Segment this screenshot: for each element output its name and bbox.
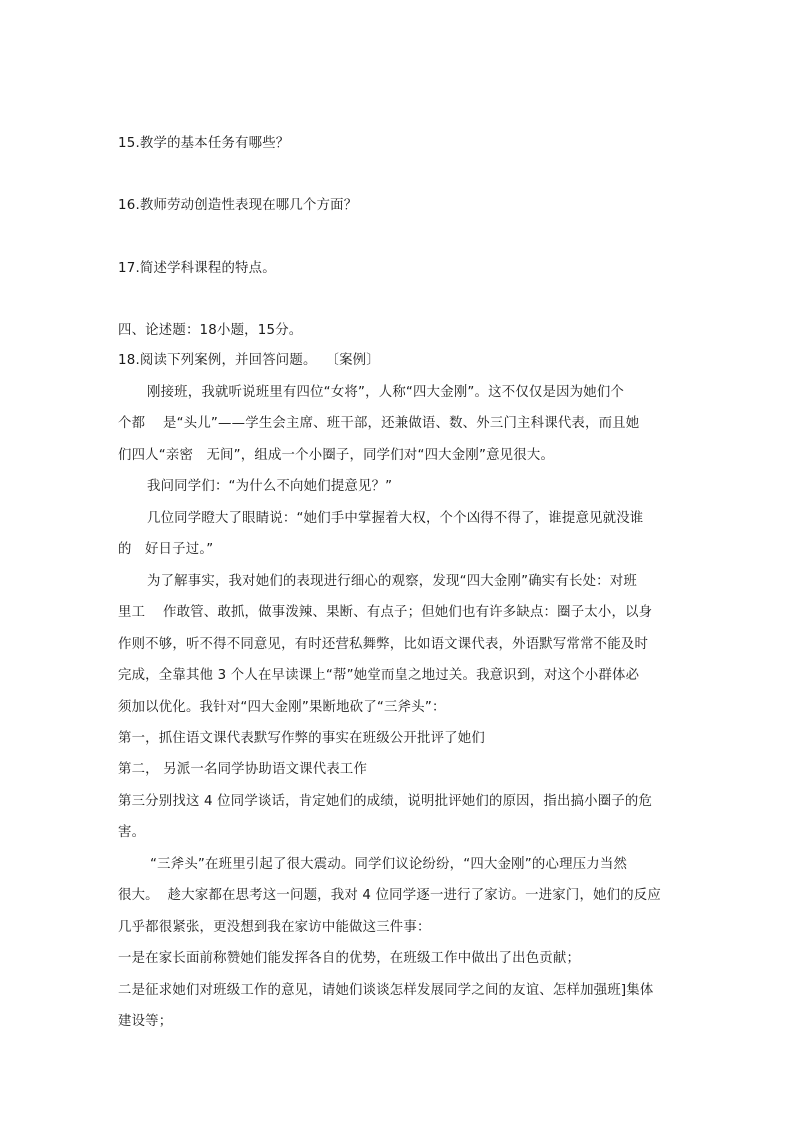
case-paragraph-line: 的 好日子过。” bbox=[118, 542, 214, 557]
case-list-item: 一是在家长面前称赞她们能发挥各自的优势，在班级工作中做出了出色贡献； bbox=[118, 951, 581, 966]
case-paragraph-line: 里工 作敢管、敢抓，做事泼辣、果断、有点子；但她们也有许多缺点：圈子太小，以身 bbox=[118, 605, 653, 620]
case-list-item: 第一，抓住语文课代表默写作弊的事实在班级公开批评了她们 bbox=[118, 731, 485, 746]
case-paragraph-line: “三斧头”在班里引起了很大震动。同学们议论纷纷，“四大金刚”的心理压力当然 bbox=[150, 857, 628, 872]
case-paragraph-line: 作则不够，听不得不同意见，有时还营私舞弊，比如语文课代表，外语默写常常不能及时 bbox=[118, 637, 649, 652]
section-heading: 四、论述题：18小题，15分。 bbox=[118, 323, 303, 338]
case-paragraph-line: 很大。 趁大家都在思考这一问题，我对 4 位同学逐一进行了家访。一进家门，她们的反应 bbox=[118, 888, 661, 903]
case-paragraph-line: 们四人“亲密 无间”，组成一个小圈子，同学们对“四大金刚”意见很大。 bbox=[118, 448, 555, 463]
case-list-item: 二是征求她们对班级工作的意见，请她们谈谈怎样发展同学之间的友谊、怎样加强班]集体 bbox=[118, 983, 654, 998]
case-list-item: 第三分别找这 4 位同学谈话，肯定她们的成绩，说明批评她们的原因，指出搞小圈子的危 bbox=[118, 794, 653, 809]
case-paragraph-line: 我问同学们：“为什么不向她们提意见？” bbox=[147, 479, 393, 494]
case-list-item: 第二， 另派一名同学协助语文课代表工作 bbox=[118, 762, 368, 777]
case-paragraph-line: 个都 是“头儿”——学生会主席、班干部，还兼做语、数、外三门主科课代表，而且她 bbox=[118, 416, 640, 431]
question-16: 16.教师劳动创造性表现在哪几个方面？ bbox=[118, 198, 358, 213]
case-paragraph-line: 须加以优化。我针对“四大金刚”果断地砍了“三斧头”： bbox=[118, 700, 446, 715]
question-17: 17.简述学科课程的特点。 bbox=[118, 261, 276, 276]
case-paragraph-line: 完成，全靠其他 3 个人在早读课上“帮”她堂而皇之地过关。我意识到，对这个小群体必 bbox=[118, 668, 640, 683]
case-paragraph-line: 刚接班，我就听说班里有四位“女将”，人称“四大金刚”。这不仅仅是因为她们个 bbox=[147, 385, 625, 400]
case-list-item: 建设等； bbox=[118, 1014, 173, 1029]
case-paragraph-line: 为了解事实，我对她们的表现进行细心的观察，发现“四大金刚”确实有长处：对班 bbox=[147, 574, 637, 589]
case-list-item: 害。 bbox=[118, 825, 146, 840]
case-paragraph-line: 几位同学瞪大了眼睛说：“她们手中掌握着大权，个个凶得不得了，谁提意见就没谁 bbox=[147, 511, 644, 526]
question-18: 18.阅读下列案例，并回答问题。 〔案例〕 bbox=[118, 353, 380, 368]
question-15: 15.教学的基本任务有哪些？ bbox=[118, 136, 290, 151]
case-paragraph-line: 几乎都很紧张，更没想到我在家访中能做这三件事： bbox=[118, 920, 431, 935]
